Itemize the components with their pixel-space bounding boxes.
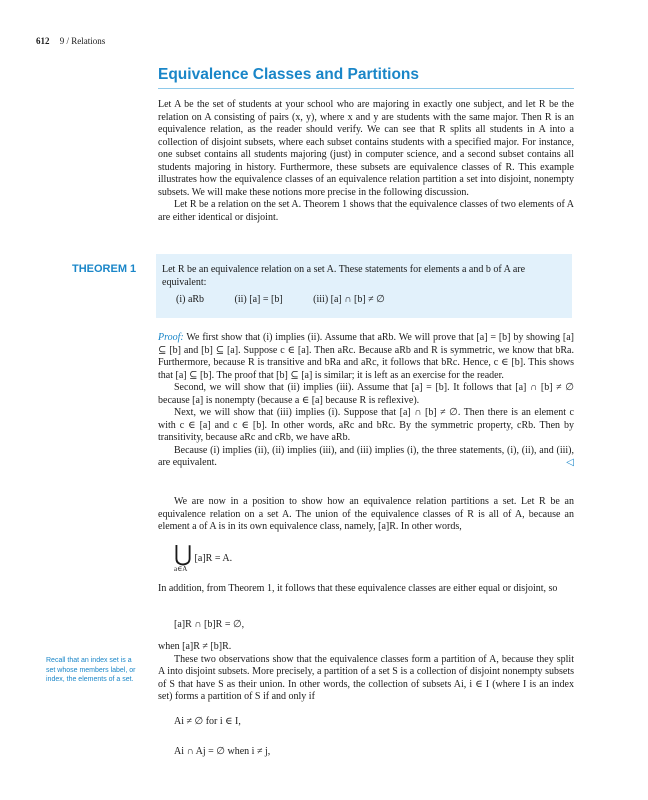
margin-note: Recall that an index set is a set whose members label, or index, the elements of a set.: [46, 657, 136, 683]
intro-text: [158, 99, 574, 224]
theorem-item-3: (iii) [a] ∩ [b] ≠ ∅: [313, 294, 385, 305]
theorem-statement: Let R be an equivalence relation on a set A. These statements for elements a and b of A are equivalent:: [162, 264, 526, 288]
partition-text-2: [158, 583, 574, 596]
intro-paragraph-2: Let R be a relation on the set A. Theorem 1 shows that the equivalence classes of two elements of A are either identical or disjoint.: [158, 199, 574, 223]
union-equation-body: [a]R = A.: [194, 553, 233, 564]
theorem-items: [176, 294, 413, 305]
proof-paragraph-1: Proof: We first show that (i) implies (ii). Assume that aRb. We will prove that [a] = [b] by showing [a] ⊆ [b] and [b] ⊆ [a]. Suppose c ∈ [a]. Then aRc. Because aRb and R is symmetric, we know that bRa. Furthermore, because R is transitive and bRa and aRc, it follows that bRc. Hence, c ∈ [b]. This shows that [a] ⊆ [b]. The proof that [b] ⊆ [a] is similar; it is left as an exercise for the reader.: [158, 332, 574, 381]
section-title: Equivalence Classes and Partitions: [158, 66, 420, 83]
title-rule: [158, 88, 574, 89]
partition-paragraph-3: when [a]R ≠ [b]R.: [158, 641, 232, 652]
qed-symbol: ◁: [566, 457, 574, 468]
union-subscript: a∈A: [174, 565, 188, 573]
theorem-box: [156, 254, 572, 318]
theorem-label: THEOREM 1: [72, 263, 137, 275]
union-equation: [174, 543, 232, 565]
partition-paragraph-4: These two observations show that the equivalence classes form a partition of A, because they split A into disjoint subsets. More precisely, a partition of a set S is a collection of disjoint nonempty subsets of S that have S as their union. In other words, the collection of subsets Ai, i ∈ I (where I is an index set) forms a partition of S if and only if: [158, 653, 574, 702]
page-header: [36, 36, 105, 46]
partition-text-3: [158, 641, 574, 704]
running-title: 9 / Relations: [59, 36, 106, 46]
disjoint-equation: [a]R ∩ [b]R = ∅,: [174, 619, 245, 630]
theorem-item-2: (ii) [a] = [b]: [234, 294, 283, 305]
nonempty-condition: Ai ≠ ∅ for i ∈ I,: [174, 716, 241, 727]
proof-text: [158, 332, 574, 470]
proof-paragraph-4: Because (i) implies (ii), (ii) implies (iii), and (iii) implies (i), the three statements, (i), (ii), and (iii), are equivalent. ◁: [158, 444, 574, 468]
intro-paragraph-1: Let A be the set of students at your school who are majoring in exactly one subject, and let R be the relation on A consisting of pairs (x, y), where x and y are students with the same major. Then R is an equivalence relation, as the reader should verify. We can see that R splits all students in A into a collection of disjoint subsets, where each subset contains students with a specified major. For instance, one subset contains all students majoring (just) in computer science, and a second subset contains all students majoring in history. Furthermore, these subsets are equivalence classes of R. This example illustrates how the equivalence classes of an equivalence relation partition a set into disjoint, nonempty subsets. We will make these notions more precise in the following discussion.: [158, 99, 574, 198]
proof-paragraph-3: Next, we will show that (iii) implies (i). Suppose that [a] ∩ [b] ≠ ∅. Then there is an element c with c ∈ [a] and c ∈ [b]. In other words, aRc and bRc. By the symmetric property, cRb. Then by transitivity, because aRc and cRb, we have aRb.: [158, 407, 574, 443]
proof-paragraph-2: Second, we will show that (ii) implies (iii). Assume that [a] = [b]. It follows that [a] ∩ [b] ≠ ∅ because [a] is nonempty (because a ∈ [a] because R is reflexive).: [158, 382, 574, 406]
page-number: 612: [36, 36, 50, 46]
partition-text-1: [158, 496, 574, 534]
union-symbol: ⋃: [174, 541, 193, 566]
partition-paragraph-2: In addition, from Theorem 1, it follows that these equivalence classes are either equal or disjoint, so: [158, 583, 558, 594]
partition-paragraph-1: We are now in a position to show how an equivalence relation partitions a set. Let R be an equivalence relation on a set A. The union of the equivalence classes of R is all of A, because an element a of A is in its own equivalence class, namely, [a]R. In other words,: [158, 496, 574, 532]
theorem-item-1: (i) aRb: [176, 294, 205, 305]
proof-label: Proof:: [158, 332, 184, 343]
disjoint-condition: Ai ∩ Aj = ∅ when i ≠ j,: [174, 746, 271, 757]
